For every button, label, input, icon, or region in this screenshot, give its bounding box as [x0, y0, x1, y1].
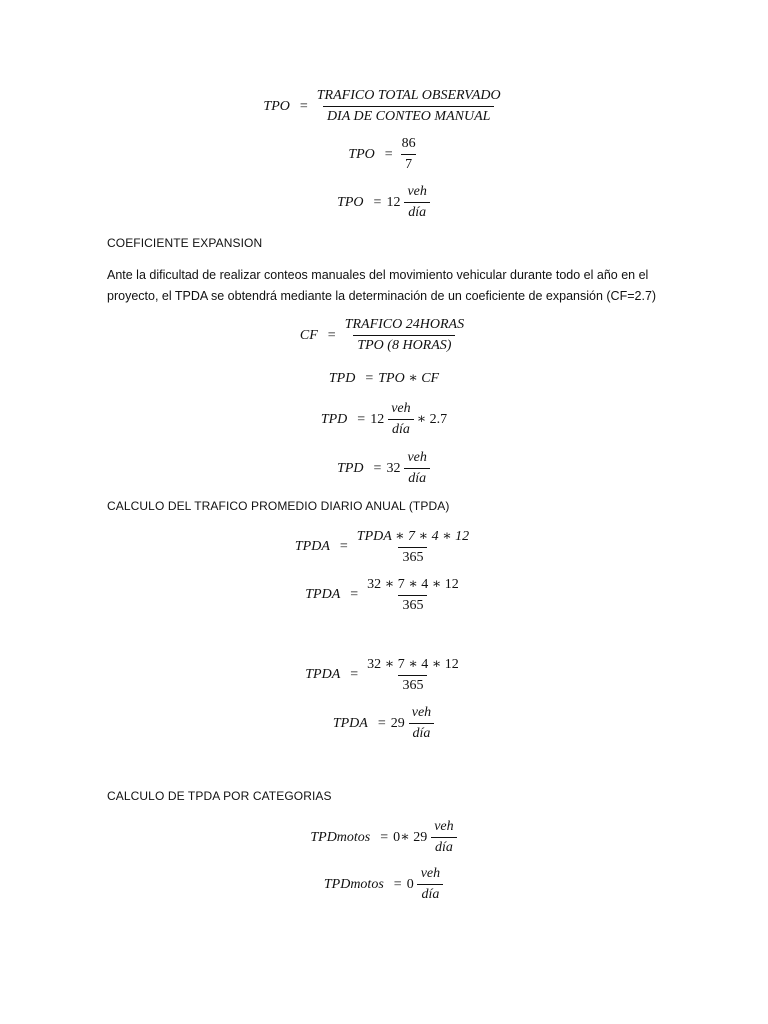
paragraph-text	[107, 265, 667, 307]
fraction	[408, 705, 435, 742]
fraction-numerator: TRAFICO 24HORAS	[344, 317, 465, 332]
fraction-denominator: día	[417, 884, 443, 903]
equation-lhs: TPDA	[305, 587, 341, 602]
fraction-numerator: TRAFICO TOTAL OBSERVADO	[316, 88, 501, 103]
equation-value: 12	[370, 411, 385, 427]
equation-lhs: TPDmotos	[323, 876, 384, 892]
fraction-numerator: veh	[407, 184, 427, 199]
fraction-numerator: 32 ∗ 7 ∗ 4 ∗ 12	[367, 657, 459, 672]
equation-tpd-definition	[0, 370, 768, 387]
equals-sign: =	[373, 194, 382, 210]
equation-tpda-values-repeat	[0, 656, 768, 694]
equation-tpo-values	[0, 136, 768, 173]
fraction	[417, 866, 444, 903]
equation-tpd-values	[0, 401, 768, 438]
equals-sign: =	[350, 667, 359, 682]
equation-lhs: CF	[299, 327, 318, 343]
fraction-denominator: DIA DE CONTEO MANUAL	[323, 106, 494, 125]
equation-lhs: TPO	[348, 146, 375, 162]
equals-sign: =	[377, 715, 386, 731]
equation-lhs: TPDmotos	[310, 829, 371, 845]
paragraph-line: Ante la dificultad de realizar conteos manuales del movimiento vehicular durante todo el año en el	[107, 268, 649, 282]
fraction	[313, 88, 505, 125]
fraction-numerator: veh	[391, 401, 411, 416]
fraction-denominator: día	[388, 419, 414, 438]
equals-sign: =	[357, 411, 366, 427]
fraction-denominator: 365	[398, 675, 427, 694]
fraction-denominator: 365	[398, 595, 427, 614]
fraction	[341, 317, 468, 354]
fraction	[403, 450, 430, 487]
fraction	[363, 576, 463, 614]
fraction-numerator: veh	[434, 819, 454, 834]
fraction-denominator: día	[404, 202, 430, 221]
equals-sign: =	[365, 370, 374, 386]
fraction-numerator: TPDA ∗ 7 ∗ 4 ∗ 12	[356, 529, 470, 544]
fraction-denominator: TPO (8 HORAS)	[353, 335, 455, 354]
fraction-denominator: día	[404, 468, 430, 487]
equals-sign: =	[339, 539, 348, 554]
equals-sign: =	[380, 829, 389, 845]
section-heading-tpda: CALCULO DEL TRAFICO PROMEDIO DIARIO ANUAL (TPDA)	[107, 499, 450, 513]
equation-tpdmotos-values	[0, 819, 768, 856]
equation-cf-definition	[0, 317, 768, 354]
equals-sign: =	[350, 587, 359, 602]
equation-value: 32	[386, 460, 401, 476]
fraction-numerator: veh	[411, 705, 432, 720]
fraction	[398, 136, 420, 173]
fraction	[353, 528, 473, 566]
fraction-numerator: 86	[401, 136, 416, 151]
equals-sign: =	[373, 460, 382, 476]
equation-lhs: TPDA	[332, 715, 368, 731]
equation-lhs: TPO	[263, 98, 290, 114]
section-heading-categorias: CALCULO DE TPDA POR CATEGORIAS	[107, 789, 332, 803]
equation-lhs: TPDA	[294, 539, 330, 554]
equation-tail: ∗ 2.7	[416, 412, 448, 427]
paragraph-line: proyecto, el TPDA se obtendrá mediante la determinación de un coeficiente de expansión (CF=2.7)	[107, 289, 657, 303]
equation-tpo-definition	[0, 88, 768, 125]
equation-tpda-values	[0, 576, 768, 614]
fraction-denominator: día	[409, 723, 435, 742]
fraction	[363, 656, 463, 694]
section-heading-coeficiente: COEFICIENTE EXPANSION	[107, 236, 263, 250]
equation-lhs: TPO	[337, 194, 364, 210]
equals-sign: =	[299, 98, 308, 114]
equation-tpd-result	[0, 450, 768, 487]
equation-lhs: TPD	[337, 460, 364, 476]
fraction-numerator: veh	[407, 450, 427, 465]
fraction-numerator: 32 ∗ 7 ∗ 4 ∗ 12	[367, 577, 459, 592]
equation-tpda-result	[0, 705, 768, 742]
fraction	[387, 401, 414, 438]
equals-sign: =	[384, 146, 393, 162]
fraction-denominator: 7	[401, 154, 416, 173]
equation-rhs: TPO ∗ CF	[378, 371, 440, 386]
fraction	[403, 184, 430, 221]
equation-tpda-definition	[0, 528, 768, 566]
equation-lhs: TPDA	[305, 667, 341, 682]
fraction-denominator: 365	[398, 547, 427, 566]
equation-value: 0	[406, 876, 414, 892]
equals-sign: =	[393, 876, 402, 892]
equation-value: 0∗ 29	[393, 830, 428, 845]
equation-lhs: TPD	[328, 370, 356, 386]
fraction-numerator: veh	[420, 866, 441, 881]
fraction	[430, 819, 457, 856]
equation-tpo-result	[0, 184, 768, 221]
fraction-denominator: día	[431, 837, 457, 856]
equation-value: 12	[386, 194, 401, 210]
equation-tpdmotos-result	[0, 866, 768, 903]
equation-value: 29	[390, 715, 405, 731]
equation-lhs: TPD	[320, 411, 348, 427]
equals-sign: =	[327, 327, 336, 343]
